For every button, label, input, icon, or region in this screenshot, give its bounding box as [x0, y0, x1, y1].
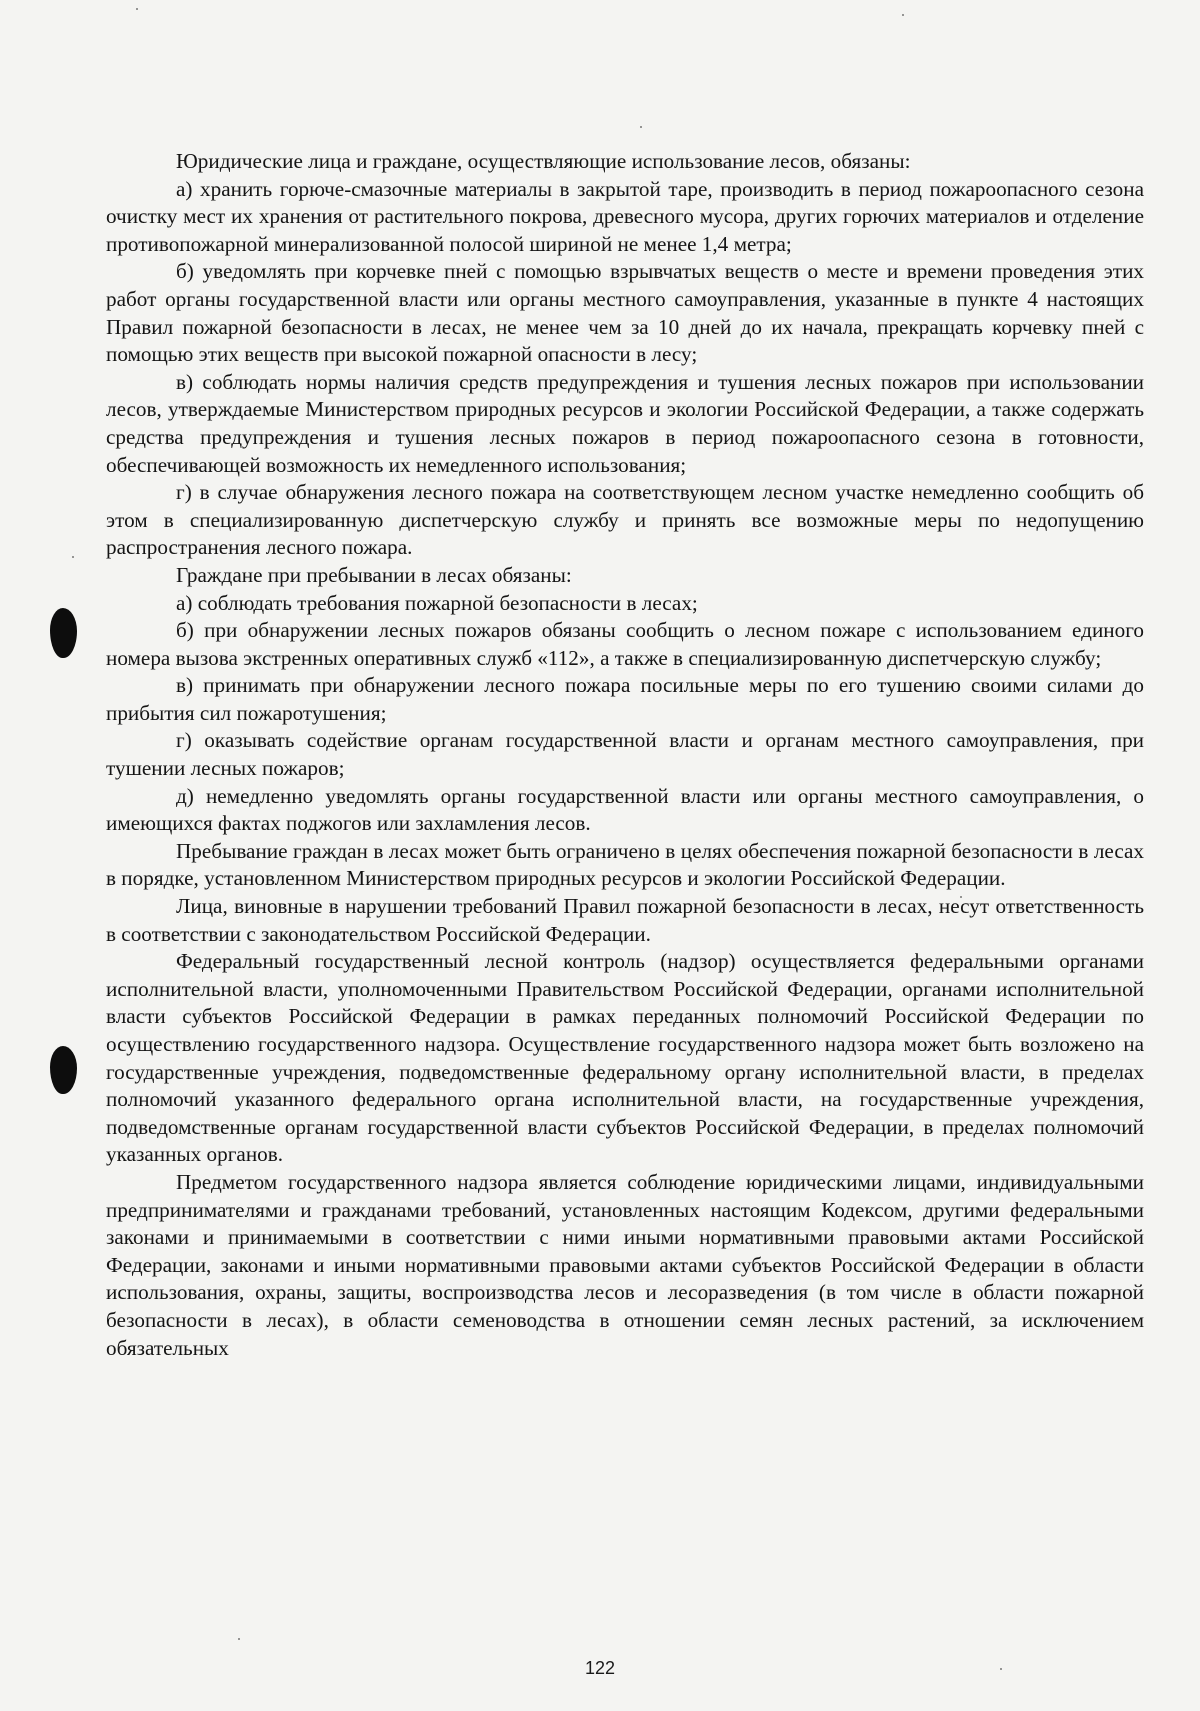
- scan-speck: [238, 1638, 240, 1640]
- paragraph: в) принимать при обнаружении лесного пожара посильные меры по его тушению своими силами до прибытия сил пожаротушения;: [106, 673, 1144, 725]
- paragraph: г) оказывать содействие органам государственной власти и органам местного самоуправления, при тушении лесных пожаров;: [106, 728, 1144, 781]
- page-number: 122: [584, 1658, 616, 1678]
- scan-speck: [136, 8, 138, 10]
- paragraph: Пребывание граждан в лесах может быть ограничено в целях обеспечения пожарной безопасности в лесах в порядке, установленном Министерством природных ресурсов и экологии Российской Федерации.: [106, 838, 1144, 891]
- document-body: [106, 148, 1144, 1362]
- scan-speck: [640, 126, 642, 128]
- scan-speck: [72, 556, 74, 558]
- punch-hole-top: [50, 608, 77, 658]
- paragraph: Лица, виновные в нарушении требований Правил пожарной безопасности в лесах, несут ответственность в соответствии с законодательством Российской Федерации.: [106, 894, 1144, 946]
- paragraph: б) уведомлять при корчевке пней с помощью взрывчатых веществ о месте и времени проведения этих работ органы государственной власти или органы местного самоуправления, указанные в пункте 4 настоящих Правил пожарной безопасности в лесах, не менее чем за 10 дней до их начала, прекращать корчевку пней с помощью этих веществ при высокой пожарной опасности в лесу;: [106, 259, 1144, 367]
- paragraph: Юридические лица и граждане, осуществляющие использование лесов, обязаны:: [176, 149, 911, 173]
- paragraph: б) при обнаружении лесных пожаров обязаны сообщить о лесном пожаре с использованием единого номера вызова экстренных оперативных служб «112», а также в специализированную диспетчерскую службу;: [106, 618, 1144, 670]
- paragraph: Граждане при пребывании в лесах обязаны:: [176, 562, 572, 587]
- paragraph: д) немедленно уведомлять органы государственной власти или органы местного самоуправления, о имеющихся фактах поджогов или захламления лесов.: [106, 783, 1144, 836]
- paragraph: Федеральный государственный лесной контроль (надзор) осуществляется федеральными органами исполнительной власти, уполномоченными Правительством Российской Федерации, органами исполнительной власти субъектов Российской Федерации в рамках переданных полномочий Российской Федерации по осуществлению государственного надзора. Осуществление государственного надзора может быть возложено на государственные учреждения, подведомственные федеральному органу исполнительной власти, в пределах полномочий указанного федерального органа исполнительной власти, на государственные учреждения, подведомственные органам государственной власти субъектов Российской Федерации, в пределах полномочий указанных органов.: [106, 949, 1144, 1167]
- paragraph: г) в случае обнаружения лесного пожара на соответствующем лесном участке немедленно сообщить об этом в специализированную диспетчерскую службу и принять все возможные меры по недопущению распространения лесного пожара.: [106, 480, 1144, 560]
- paragraph: Предметом государственного надзора является соблюдение юридическими лицами, индивидуальными предпринимателями и гражданами требований, установленных настоящим Кодексом, другими федеральными законами и принимаемыми в соответствии с ними иными нормативными правовыми актами Российской Федерации, законами и иными нормативными правовыми актами субъектов Российской Федерации в области использования, охраны, защиты, воспроизводства лесов и лесоразведения (в том числе в области пожарной безопасности в лесах), в области семеноводства в отношении семян лесных растений, за исключением обязательных: [106, 1169, 1144, 1360]
- paragraph: в) соблюдать нормы наличия средств предупреждения и тушения лесных пожаров при использовании лесов, утверждаемые Министерством природных ресурсов и экологии Российской Федерации, а также содержать средства предупреждения и тушения лесных пожаров в период пожароопасного сезона в готовности, обеспечивающей возможность их немедленного использования;: [106, 369, 1144, 477]
- paragraph: а) хранить горюче-смазочные материалы в закрытой таре, производить в период пожароопасного сезона очистку мест их хранения от растительного покрова, древесного мусора, других горючих материалов и отделение противопожарной минерализованной полосой шириной не менее 1,4 метра;: [106, 176, 1144, 256]
- scan-speck: [902, 14, 904, 16]
- paragraph: а) соблюдать требования пожарной безопасности в лесах;: [176, 590, 698, 615]
- punch-hole-bottom: [50, 1046, 77, 1094]
